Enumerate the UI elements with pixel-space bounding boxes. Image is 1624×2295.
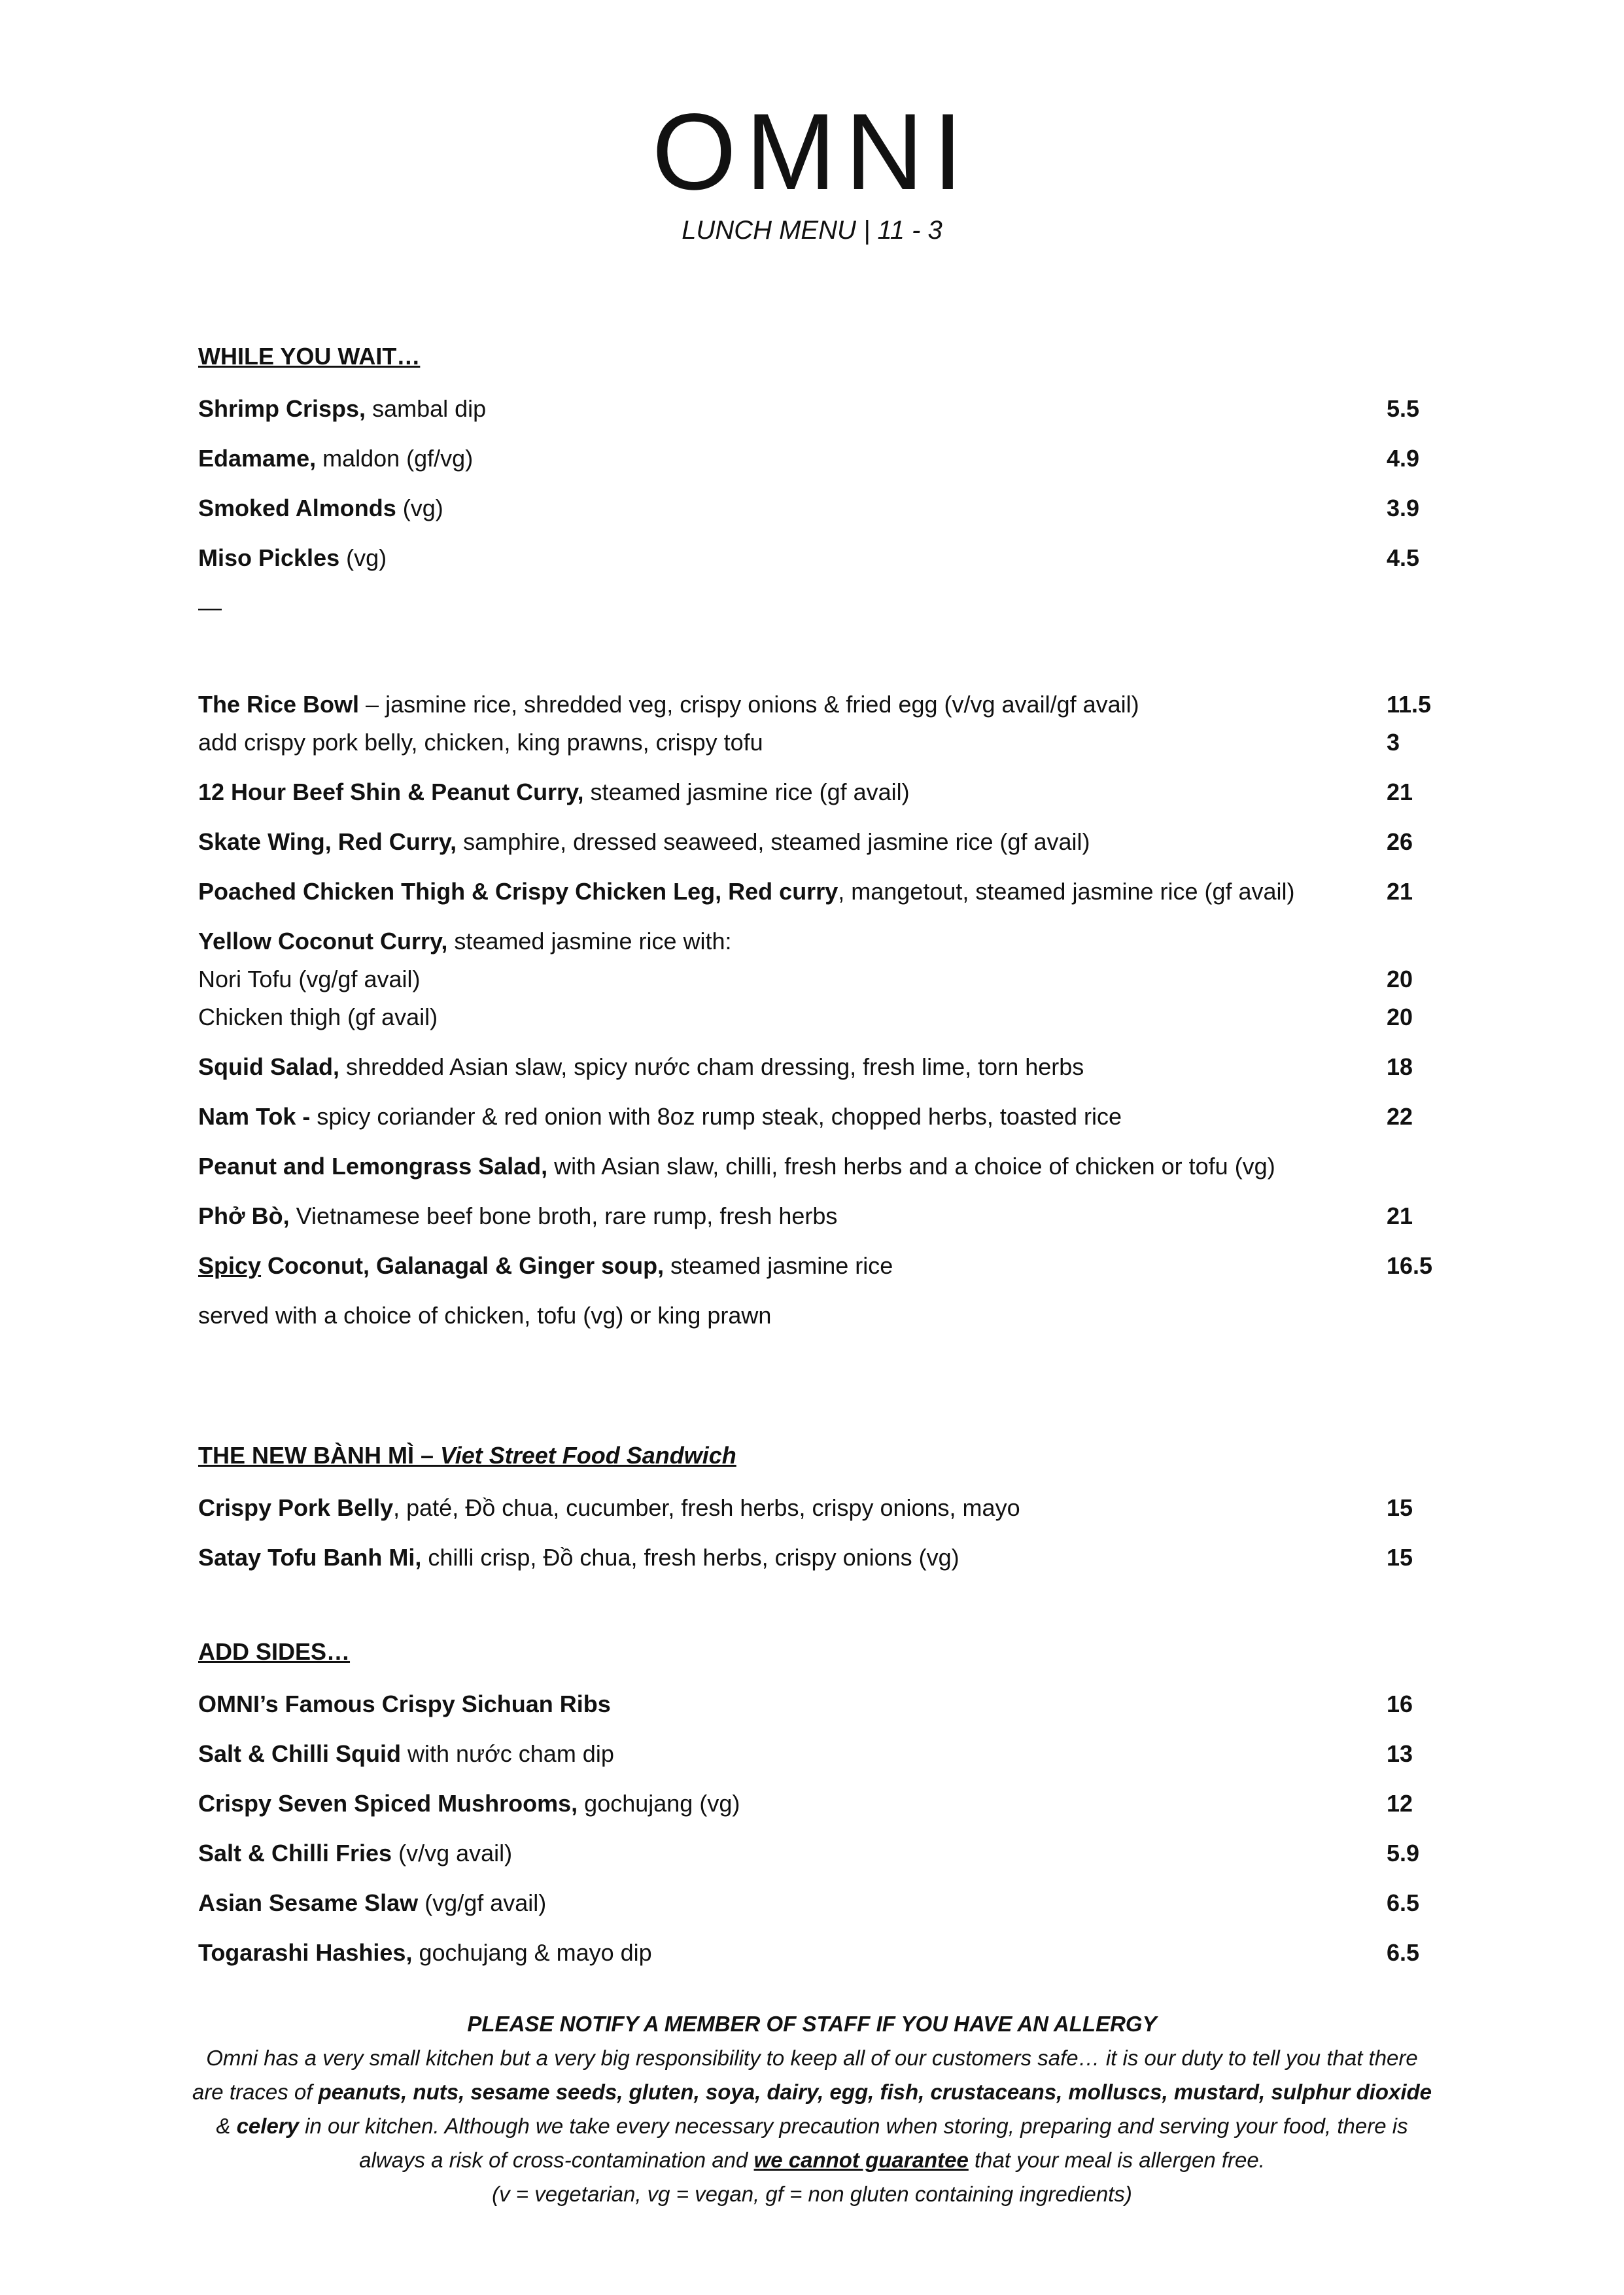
item-name: OMNI’s Famous Crispy Sichuan Ribs bbox=[198, 1691, 611, 1717]
item-name: Salt & Chilli Fries bbox=[198, 1840, 392, 1866]
item-name-underlined: Spicy bbox=[198, 1252, 262, 1279]
item-price: 5.5 bbox=[1387, 395, 1420, 422]
section-title-add-sides: ADD SIDES… bbox=[198, 1638, 351, 1665]
item-desc: chilli crisp, Đồ chua, fresh herbs, crispy onions (vg) bbox=[421, 1544, 959, 1571]
omni-logo: OMNI bbox=[651, 92, 973, 213]
item-name: Poached Chicken Thigh & Crispy Chicken Leg, Red curry bbox=[198, 878, 838, 905]
menu-item bbox=[198, 1735, 1441, 1773]
item-desc: Vietnamese beef bone broth, rare rump, fresh herbs bbox=[289, 1202, 838, 1229]
item-price: 5.9 bbox=[1387, 1840, 1420, 1866]
item-name: Skate Wing, Red Curry, bbox=[198, 828, 457, 855]
divider: — bbox=[198, 594, 222, 621]
item-desc: with nước cham dip bbox=[401, 1740, 614, 1767]
menu-item-add bbox=[198, 724, 1441, 762]
item-price: 21 bbox=[1387, 878, 1413, 905]
diet-legend: (v = vegetarian, vg = vegan, gf = non gluten containing ingredients) bbox=[492, 2182, 1132, 2206]
menu-item bbox=[198, 1098, 1441, 1136]
item-desc: , mangetout, steamed jasmine rice (gf avail) bbox=[838, 878, 1295, 905]
menu-item-note bbox=[198, 1297, 1441, 1335]
item-name: Crispy Pork Belly bbox=[198, 1494, 394, 1521]
item-price: 18 bbox=[1387, 1053, 1413, 1080]
menu-item bbox=[198, 489, 1441, 527]
item-name: Togarashi Hashies, bbox=[198, 1939, 413, 1966]
menu-item bbox=[198, 1785, 1441, 1823]
item-name: Squid Salad, bbox=[198, 1053, 340, 1080]
item-name: Nam Tok - bbox=[198, 1103, 311, 1130]
item-desc: sambal dip bbox=[366, 395, 487, 422]
item-price: 13 bbox=[1387, 1740, 1413, 1767]
item-price: 15 bbox=[1387, 1544, 1413, 1571]
menu-item bbox=[198, 539, 1441, 577]
menu-item bbox=[198, 1934, 1441, 1972]
section-title-banh-mi: THE NEW BÀNH MÌ – Viet Street Food Sandwich bbox=[198, 1442, 736, 1469]
item-desc: samphire, dressed seaweed, steamed jasmine rice (gf avail) bbox=[457, 828, 1090, 855]
item-price: 3 bbox=[1387, 729, 1400, 756]
item-price: 20 bbox=[1387, 966, 1413, 992]
item-desc: gochujang & mayo dip bbox=[412, 1939, 652, 1966]
item-desc: Chicken thigh (gf avail) bbox=[198, 1004, 438, 1030]
item-price: 21 bbox=[1387, 1202, 1413, 1229]
item-desc: add crispy pork belly, chicken, king prawns, crispy tofu bbox=[198, 729, 763, 756]
menu-item bbox=[198, 1148, 1441, 1185]
item-price: 6.5 bbox=[1387, 1889, 1420, 1916]
item-desc: (vg) bbox=[396, 495, 443, 521]
menu-item bbox=[198, 1247, 1441, 1285]
item-price: 4.5 bbox=[1387, 544, 1420, 571]
item-price: 26 bbox=[1387, 828, 1413, 855]
item-desc: served with a choice of chicken, tofu (vg) or king prawn bbox=[198, 1302, 772, 1329]
item-price: 22 bbox=[1387, 1103, 1413, 1130]
item-name: Miso Pickles bbox=[198, 544, 340, 571]
item-name: Yellow Coconut Curry, bbox=[198, 928, 448, 955]
menu-item bbox=[198, 873, 1441, 911]
menu-item bbox=[198, 1489, 1441, 1527]
item-price: 15 bbox=[1387, 1494, 1413, 1521]
item-desc: – jasmine rice, shredded veg, crispy onions & fried egg (v/vg avail/gf avail) bbox=[359, 691, 1139, 718]
menu-item bbox=[198, 1539, 1441, 1577]
item-desc: steamed jasmine rice bbox=[664, 1252, 893, 1279]
item-price: 21 bbox=[1387, 779, 1413, 805]
item-price: 3.9 bbox=[1387, 495, 1420, 521]
menu-item bbox=[198, 440, 1441, 478]
item-name: Smoked Almonds bbox=[198, 495, 396, 521]
allergy-text: Omni has a very small kitchen but a very big responsibility to keep all of our customers safe… it is our duty to tell you that there are traces of peanuts, nuts, sesame seeds, gluten, soya, dairy, egg, fish, crustaceans, molluscs, mustard, sulphur dioxide & celery in our kitchen. Although we take every necessary precaution when storing, preparing and serving your food, there is always a risk of cross-contamination and we cannot guarantee that your meal is allergen free. bbox=[192, 2046, 1432, 2172]
item-price: 12 bbox=[1387, 1790, 1413, 1817]
menu-item bbox=[198, 686, 1441, 724]
menu-item bbox=[198, 1048, 1441, 1086]
menu-subtitle: LUNCH MENU | 11 - 3 bbox=[682, 216, 942, 245]
item-name: Edamame, bbox=[198, 445, 317, 472]
item-price: 16.5 bbox=[1387, 1252, 1433, 1279]
menu-item bbox=[198, 390, 1441, 428]
menu-item-option bbox=[198, 960, 1441, 998]
menu-item bbox=[198, 922, 1441, 960]
menu-item bbox=[198, 1884, 1441, 1922]
item-name: Satay Tofu Banh Mi, bbox=[198, 1544, 422, 1571]
item-desc: , paté, Đồ chua, cucumber, fresh herbs, crispy onions, mayo bbox=[393, 1494, 1020, 1521]
item-name: Coconut, Galanagal & Ginger soup, bbox=[261, 1252, 665, 1279]
allergy-heading: PLEASE NOTIFY A MEMBER OF STAFF IF YOU HAVE AN ALLERGY bbox=[467, 2012, 1157, 2036]
item-desc: with Asian slaw, chilli, fresh herbs and a choice of chicken or tofu (vg) bbox=[547, 1153, 1275, 1180]
item-desc: spicy coriander & red onion with 8oz rump steak, chopped herbs, toasted rice bbox=[310, 1103, 1122, 1130]
menu-item bbox=[198, 1197, 1441, 1235]
item-name: Phở Bò, bbox=[198, 1202, 290, 1229]
item-name: Salt & Chilli Squid bbox=[198, 1740, 402, 1767]
menu-item bbox=[198, 1834, 1441, 1872]
item-price: 4.9 bbox=[1387, 445, 1420, 472]
item-desc: gochujang (vg) bbox=[578, 1790, 740, 1817]
item-name: Peanut and Lemongrass Salad, bbox=[198, 1153, 548, 1180]
allergy-notice bbox=[190, 2007, 1434, 2211]
item-name: Shrimp Crisps, bbox=[198, 395, 366, 422]
menu-item bbox=[198, 1685, 1441, 1723]
item-desc: Nori Tofu (vg/gf avail) bbox=[198, 966, 421, 992]
menu-content bbox=[198, 340, 1441, 1972]
item-desc: (v/vg avail) bbox=[392, 1840, 513, 1866]
item-desc: (vg/gf avail) bbox=[418, 1889, 547, 1916]
item-name: The Rice Bowl bbox=[198, 691, 360, 718]
item-name: 12 Hour Beef Shin & Peanut Curry, bbox=[198, 779, 584, 805]
item-price: 16 bbox=[1387, 1691, 1413, 1717]
item-price: 11.5 bbox=[1387, 691, 1432, 718]
item-desc: steamed jasmine rice (gf avail) bbox=[583, 779, 910, 805]
section-title-while-you-wait: WHILE YOU WAIT… bbox=[198, 343, 421, 370]
menu-item bbox=[198, 773, 1441, 811]
item-desc: shredded Asian slaw, spicy nước cham dressing, fresh lime, torn herbs bbox=[339, 1053, 1084, 1080]
item-desc: maldon (gf/vg) bbox=[316, 445, 474, 472]
item-desc: steamed jasmine rice with: bbox=[447, 928, 732, 955]
item-price: 6.5 bbox=[1387, 1939, 1420, 1966]
item-price: 20 bbox=[1387, 1004, 1413, 1030]
menu-item-option bbox=[198, 998, 1441, 1036]
item-name: Crispy Seven Spiced Mushrooms, bbox=[198, 1790, 578, 1817]
menu-item bbox=[198, 823, 1441, 861]
item-name: Asian Sesame Slaw bbox=[198, 1889, 419, 1916]
item-desc: (vg) bbox=[339, 544, 387, 571]
